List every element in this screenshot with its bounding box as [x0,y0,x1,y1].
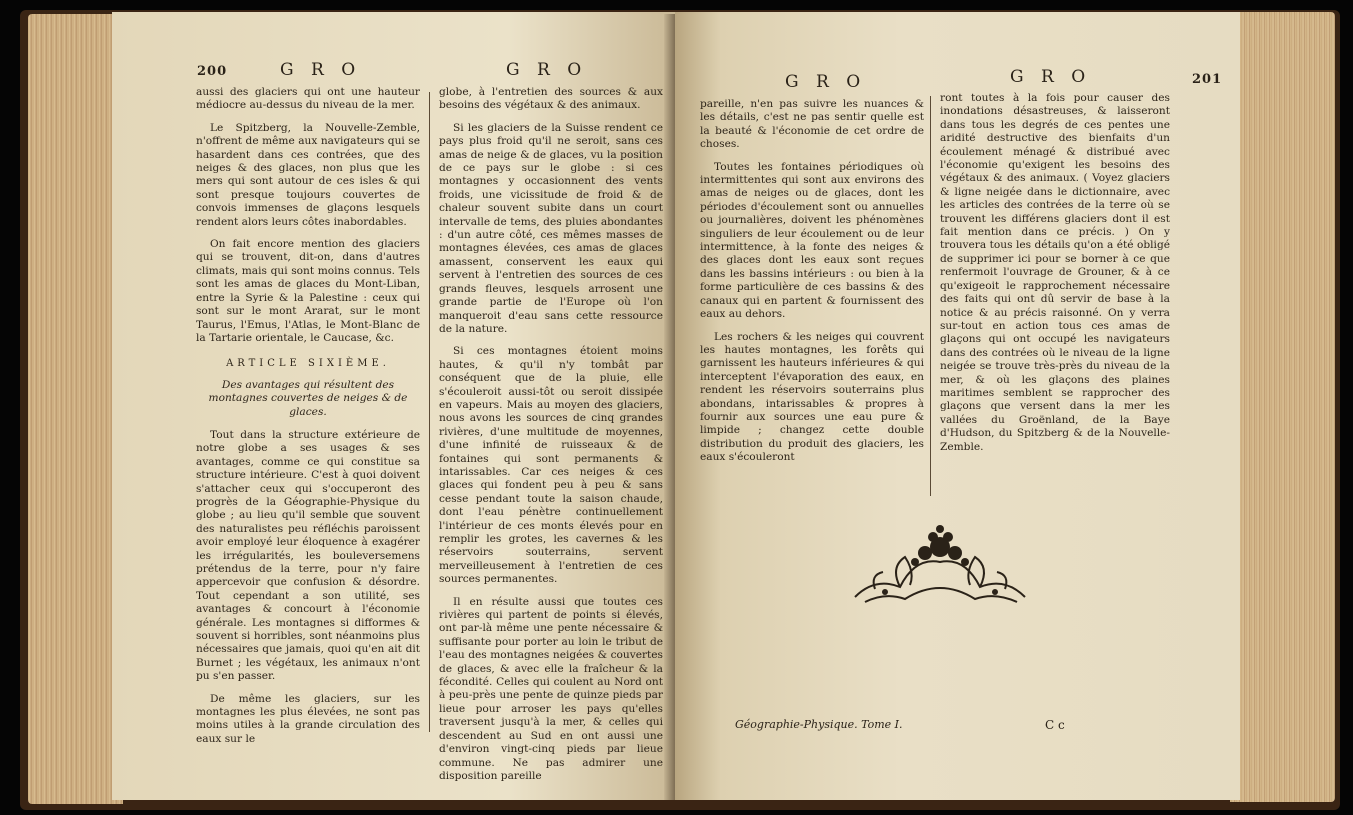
page-number: 201 [1192,72,1223,87]
left-page-column-2 [439,86,663,792]
column-rule [429,92,430,732]
right-page-edges [1230,12,1335,802]
left-page-column-1 [196,86,420,755]
running-head-left: G R O [785,72,867,92]
article-heading: ARTICLE SIXIÈME. [226,358,390,370]
article-title: Des avantages qui résultent des montagnes couvertes de neiges & de glaces. [208,378,408,418]
running-head-left: G R O [280,60,362,80]
right-page [675,12,1240,800]
paragraph: Les rochers & les neiges qui couvrent les hautes montagnes, les forêts qui garnissent les hauteurs inférieures & qui interceptent l'évaporation des eaux, en rendent les réservoirs souterrains plus abondans, intarissables & propres à fournir aux sources une eau pure & limpide ; changez cette double distribution du produit des glaciers, les eaux s'écouleront [700,330,924,464]
paragraph: pareille, n'en pas suivre les nuances & les détails, c'est ne pas sentir quelle est la beauté & l'économie de cet ordre de choses. [700,98,924,151]
paragraph: Si les glaciers de la Suisse rendent ce pays plus froid qu'il ne seroit, sans ces amas de neige & de glaces, vu la position de ce pays sur le globe : si ces montagnes y occasionnent des vents froids, une vicissitude de froid & de chaleur souvent subite dans un court intervalle de tems, des pluies abondantes : d'un autre côté, ces mêmes masses de montagnes élevées, ces amas de glaces amassent, conservent les eaux qui servent à l'entretien des sources de ces grands fleuves, lesquels arrosent une grande partie de l'Europe où l'on manqueroit d'eau sans cette ressource de la nature. [439,121,663,335]
paragraph: Il en résulte aussi que toutes ces rivières qui partent de points si élevés, ont par-là même une pente nécessaire & suffisante pour porter au loin le tribut de l'eau des montagnes neigées & couvertes de glaces, & avec elle la fraîcheur & la fécondité. Celles qui coulent au Nord ont à peu-près une pente de quinze pieds par lieue pour arroser les pays qu'elles traversent jusqu'à la mer, & celles qui descendent au Sud en ont aussi une d'environ vingt-cinq pieds par lieue commune. Ne pas admirer une disposition pareille [439,595,663,782]
signature-mark: C c [1045,718,1065,732]
decorative-vignette-icon [845,517,1035,612]
left-page [112,12,679,800]
footer-title: Géographie-Physique. Tome I. [735,718,903,731]
paragraph: De même les glaciers, sur les montagnes les plus élevées, ne sont pas moins utiles à la grande circulation des eaux sur le [196,692,420,745]
paragraph: ront toutes à la fois pour causer des inondations désastreuses, & laisseront dans tous les degrés de ces pentes une aridité destructive des bienfaits d'un écoulement ménagé & distribué avec l'économie qu'exigent les besoins des végétaux & des animaux. ( Voyez glaciers & ligne neigée dans le dictionnaire, avec les articles des contrées de la terre où se trouvent les différens glaciers dont il est fait mention dans ce précis. ) On y trouvera tous les détails qu'on a été obligé de supprimer ici pour se borner à ce que renfermoit l'ouvrage de Grouner, & à ce qu'exigeoit le rapprochement nécessaire des faits qui ont dû servir de base à la notice & au précis raisonné. On y verra sur-tout en action tous ces amas de glaçons qui ont occupé les navigateurs dans des contrées où le niveau de la ligne neigée se trouve très-près du niveau de la mer, & où les glaçons des plaines maritimes semblent se rapprocher des glaçons que versent dans la mer les vallées du Groënland, de la Baye d'Hudson, du Spitzberg & de la Nouvelle-Zemble. [940,92,1170,453]
running-head-right: G R O [506,60,588,80]
paragraph: Tout dans la structure extérieure de notre globe a ses usages & ses avantages, comme ce qui constitue sa structure intérieure. C'est à quoi doivent s'attacher ceux qui s'occuperont des progrès de la Géographie-Physique du globe ; au lieu qu'il semble que souvent des naturalistes peu réfléchis paroissent avoir employé leur éloquence à exagérer les irrégularités, les bouleversemens prétendus de la terre, pour n'y faire appercevoir que confusion & désordre. Tout cependant a son utilité, ses avantages & concourt à l'économie générale. Les montagnes si difformes & souvent si horribles, sont néanmoins plus nécessaires que jamais, quoi qu'en ait dit Burnet ; les végétaux, les animaux n'ont pu s'en passer. [196,428,420,683]
paragraph: globe, à l'entretien des sources & aux besoins des végétaux & des animaux. [439,86,663,112]
running-head-right: G R O [1010,67,1092,87]
page-number: 200 [197,64,228,79]
right-page-column-1 [700,98,924,474]
paragraph: aussi des glaciers qui ont une hauteur médiocre au-dessus du niveau de la mer. [196,86,420,112]
column-rule [930,96,931,496]
right-page-column-2 [940,92,1170,463]
left-page-edges [28,14,123,804]
paragraph: Le Spitzberg, la Nouvelle-Zemble, n'offrent de même aux navigateurs qui se hasardent dans ces contrées, que des neiges & des glaces, non plus que les mers qui sont autour de ces isles & qui sont presque toujours couvertes de convois immenses de glaçons lesquels rendent alors leurs côtes inabordables. [196,121,420,228]
paragraph: Si ces montagnes étoient moins hautes, & qu'il n'y tombât par conséquent que de la pluie, elle s'écouleroit aussi-tôt ou seroit dissipée en vapeurs. Mais au moyen des glaciers, nous avons les sources de cinq grandes rivières, d'une multitude de moyennes, d'une infinité de ruisseaux & de fontaines qui sont permanents & intarissables. Car ces neiges & ces glaces qui fondent peu à peu & sans cesse pendant toute la saison chaude, dont l'eau pénètre continuellement l'intérieur de ces monts élevés pour en remplir les grotes, les cavernes & les réservoirs souterrains, servent merveilleusement à l'entretien de ces sources permanentes. [439,345,663,586]
paragraph: Toutes les fontaines périodiques où intermittentes qui sont aux environs des amas de neiges ou de glaces, dont les périodes d'écoulement sont ou annuelles ou journalières, doivent les phénomènes singuliers de leur écoulement ou de leur intermittence, à la fonte des neiges & des glaces dont les eaux sont reçues dans les bassins intérieurs : ou bien à la forme particulière de ces bassins & des canaux qui en partent & fournissent des eaux au dehors. [700,160,924,321]
paragraph: On fait encore mention des glaciers qui se trouvent, dit-on, dans d'autres climats, mais qui sont moins connus. Tels sont les amas de glaces du Mont-Liban, entre la Syrie & la Palestine : ceux qui sont sur le mont Ararat, sur le mont Taurus, l'Emus, l'Atlas, le Mont-Blanc de la Tartarie orientale, le Caucase, &c. [196,238,420,344]
